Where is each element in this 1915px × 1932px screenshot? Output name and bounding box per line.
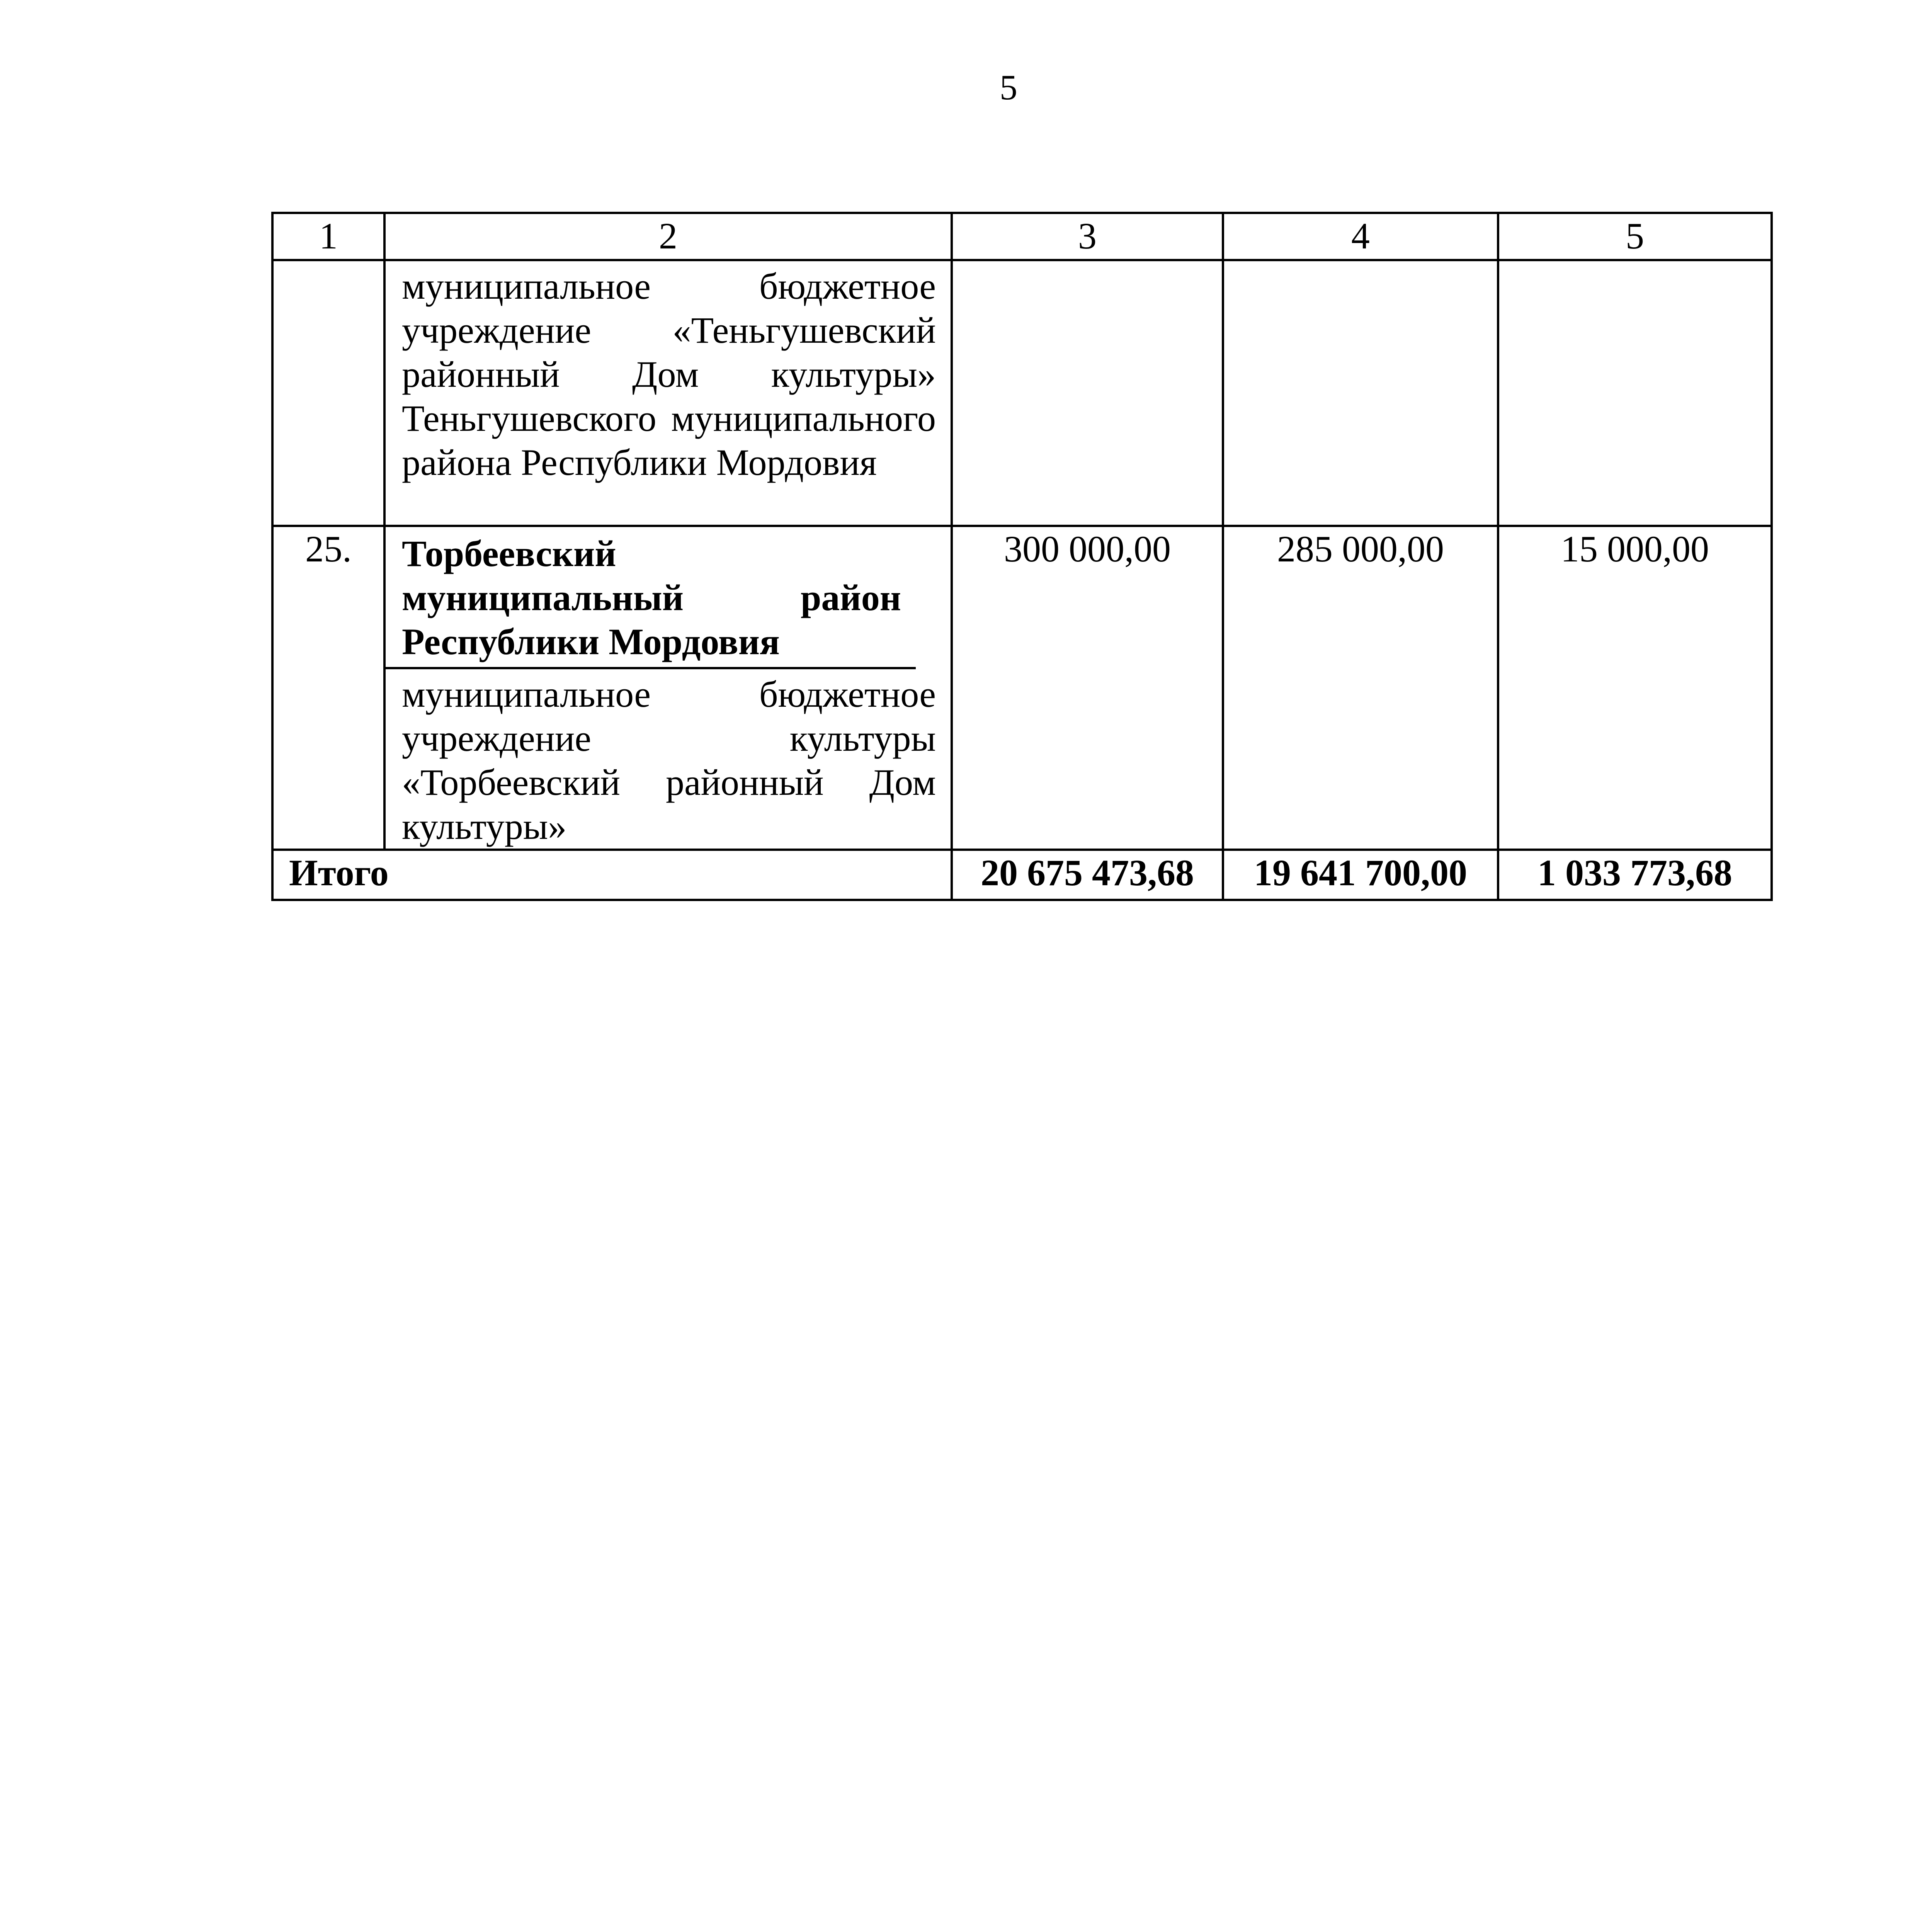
district-name: Торбеевский муниципальный район Республики Мордовия — [386, 527, 916, 669]
row-number-cell — [272, 260, 384, 526]
header-cell-5: 5 — [1498, 213, 1772, 260]
header-cell-1: 1 — [272, 213, 384, 260]
amount-cell-3: 300 000,00 — [952, 526, 1223, 850]
header-cell-3: 3 — [952, 213, 1223, 260]
district-cell — [384, 526, 952, 850]
header-cell-4: 4 — [1223, 213, 1498, 260]
table-row-25 — [272, 526, 1772, 850]
table-row-continuation — [272, 260, 1772, 526]
table-header-row — [272, 213, 1772, 260]
total-label: Итого — [272, 850, 952, 900]
organization-name: муниципальное бюджетное учреждение «Теньгушевский районный Дом культуры» Теньгушевского муниципального района Республики Мордовия — [402, 265, 936, 483]
amount-cell-4: 285 000,00 — [1223, 526, 1498, 850]
amount-cell-4 — [1223, 260, 1498, 526]
row-number-cell: 25. — [272, 526, 384, 850]
amount-cell-3 — [952, 260, 1223, 526]
budget-table — [271, 212, 1773, 901]
total-cell-4: 19 641 700,00 — [1223, 850, 1498, 900]
organization-name: муниципальное бюджетное учреждение культуры «Торбеевский районный Дом культуры» — [402, 673, 936, 847]
header-cell-2: 2 — [384, 213, 952, 260]
amount-cell-5 — [1498, 260, 1772, 526]
table-row-total — [272, 850, 1772, 900]
amount-cell-5: 15 000,00 — [1498, 526, 1772, 850]
organization-cell — [384, 260, 952, 526]
page-number: 5 — [1000, 68, 1017, 107]
total-cell-3: 20 675 473,68 — [952, 850, 1223, 900]
total-cell-5: 1 033 773,68 — [1498, 850, 1772, 900]
